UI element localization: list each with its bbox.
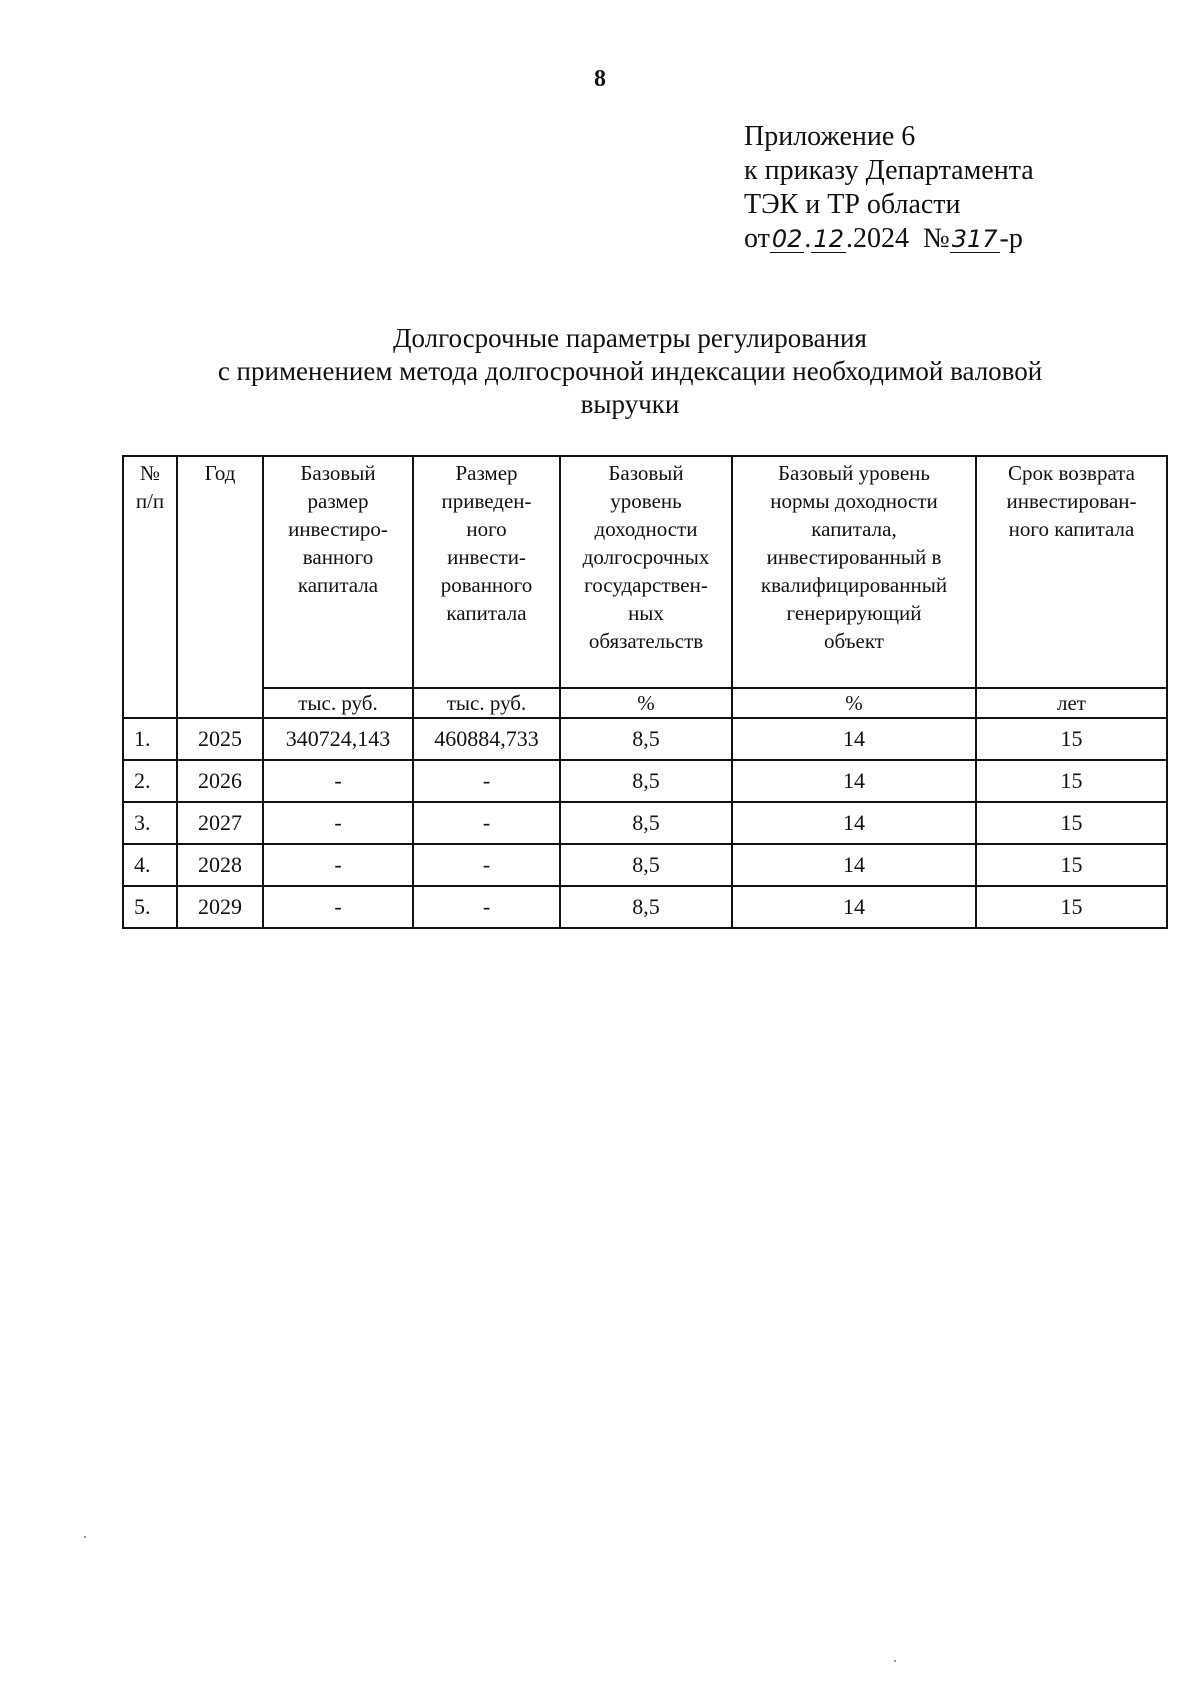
units-blank-year: [177, 688, 263, 718]
header-number: № п/п: [123, 456, 177, 688]
parameters-table: [122, 455, 1168, 929]
cell-number: 4.: [123, 844, 177, 886]
cell-year: 2027: [177, 802, 263, 844]
table-row: [123, 886, 1167, 928]
units-cell: %: [560, 688, 732, 718]
cell-year: 2029: [177, 886, 263, 928]
table-row: [123, 718, 1167, 760]
title-line-2: с применением метода долгосрочной индексации необходимой валовой: [217, 356, 1043, 386]
table-header-row: [123, 456, 1167, 688]
cell-bond-yield: 8,5: [560, 802, 732, 844]
scan-speck: [894, 1660, 896, 1662]
cell-year: 2028: [177, 844, 263, 886]
cell-bond-yield: 8,5: [560, 760, 732, 802]
header-base-yield-gov-bonds: Базовый уровень доходности долгосрочных государствен- ных обязательств: [560, 456, 732, 688]
cell-number: 1.: [123, 718, 177, 760]
scan-speck: [84, 1536, 86, 1538]
number-prefix: №: [922, 223, 950, 254]
units-cell: %: [732, 688, 976, 718]
cell-reduced-capital: 460884,733: [413, 718, 560, 760]
header-base-invested-capital: Базовый размер инвестиро- ванного капитала: [263, 456, 413, 688]
units-cell: тыс. руб.: [413, 688, 560, 718]
cell-number: 5.: [123, 886, 177, 928]
table-units-row: [123, 688, 1167, 718]
cell-reduced-capital: -: [413, 844, 560, 886]
appendix-line-1: Приложение 6: [744, 121, 916, 152]
cell-return-rate: 14: [732, 886, 976, 928]
title-line-3: выручки: [580, 389, 680, 419]
cell-return-term: 15: [976, 718, 1167, 760]
header-reduced-invested-capital: Размер приведен- ного инвести- рованного капитала: [413, 456, 560, 688]
cell-bond-yield: 8,5: [560, 886, 732, 928]
cell-bond-yield: 8,5: [560, 718, 732, 760]
cell-return-rate: 14: [732, 844, 976, 886]
date-day-handwritten: 02: [771, 225, 803, 253]
cell-return-term: 15: [976, 886, 1167, 928]
cell-base-capital: -: [263, 886, 413, 928]
date-prefix: от: [744, 223, 770, 254]
cell-base-capital: -: [263, 802, 413, 844]
header-year: Год: [177, 456, 263, 688]
cell-reduced-capital: -: [413, 886, 560, 928]
cell-reduced-capital: -: [413, 760, 560, 802]
appendix-date-line: от02.12.2024 №317-р: [744, 223, 1023, 254]
appendix-line-2: к приказу Департамента: [744, 155, 1034, 186]
units-blank-number: [123, 688, 177, 718]
title-line-1: Долгосрочные параметры регулирования: [393, 323, 867, 353]
appendix-line-3: ТЭК и ТР области: [744, 189, 961, 220]
cell-bond-yield: 8,5: [560, 844, 732, 886]
table-row: [123, 802, 1167, 844]
number-suffix: -р: [999, 223, 1023, 254]
table-row: [123, 844, 1167, 886]
units-cell: лет: [976, 688, 1167, 718]
page-number: 8: [594, 66, 606, 92]
cell-base-capital: -: [263, 844, 413, 886]
cell-base-capital: 340724,143: [263, 718, 413, 760]
appendix-block: [744, 120, 1034, 256]
cell-reduced-capital: -: [413, 802, 560, 844]
cell-number: 2.: [123, 760, 177, 802]
header-capital-return-term: Срок возврата инвестирован- ного капитала: [976, 456, 1167, 688]
date-month-handwritten: 12: [813, 225, 844, 253]
table-row: [123, 760, 1167, 802]
cell-number: 3.: [123, 802, 177, 844]
cell-return-term: 15: [976, 802, 1167, 844]
cell-base-capital: -: [263, 760, 413, 802]
order-number-handwritten: 317: [951, 225, 998, 253]
cell-year: 2026: [177, 760, 263, 802]
cell-return-rate: 14: [732, 718, 976, 760]
cell-return-term: 15: [976, 760, 1167, 802]
cell-return-term: 15: [976, 844, 1167, 886]
cell-year: 2025: [177, 718, 263, 760]
header-base-return-rate: Базовый уровень нормы доходности капитала, инвестированный в квалифицированный генерирующий объект: [732, 456, 976, 688]
document-title: [0, 322, 1200, 421]
cell-return-rate: 14: [732, 802, 976, 844]
date-year: .2024: [845, 223, 909, 254]
units-cell: тыс. руб.: [263, 688, 413, 718]
cell-return-rate: 14: [732, 760, 976, 802]
